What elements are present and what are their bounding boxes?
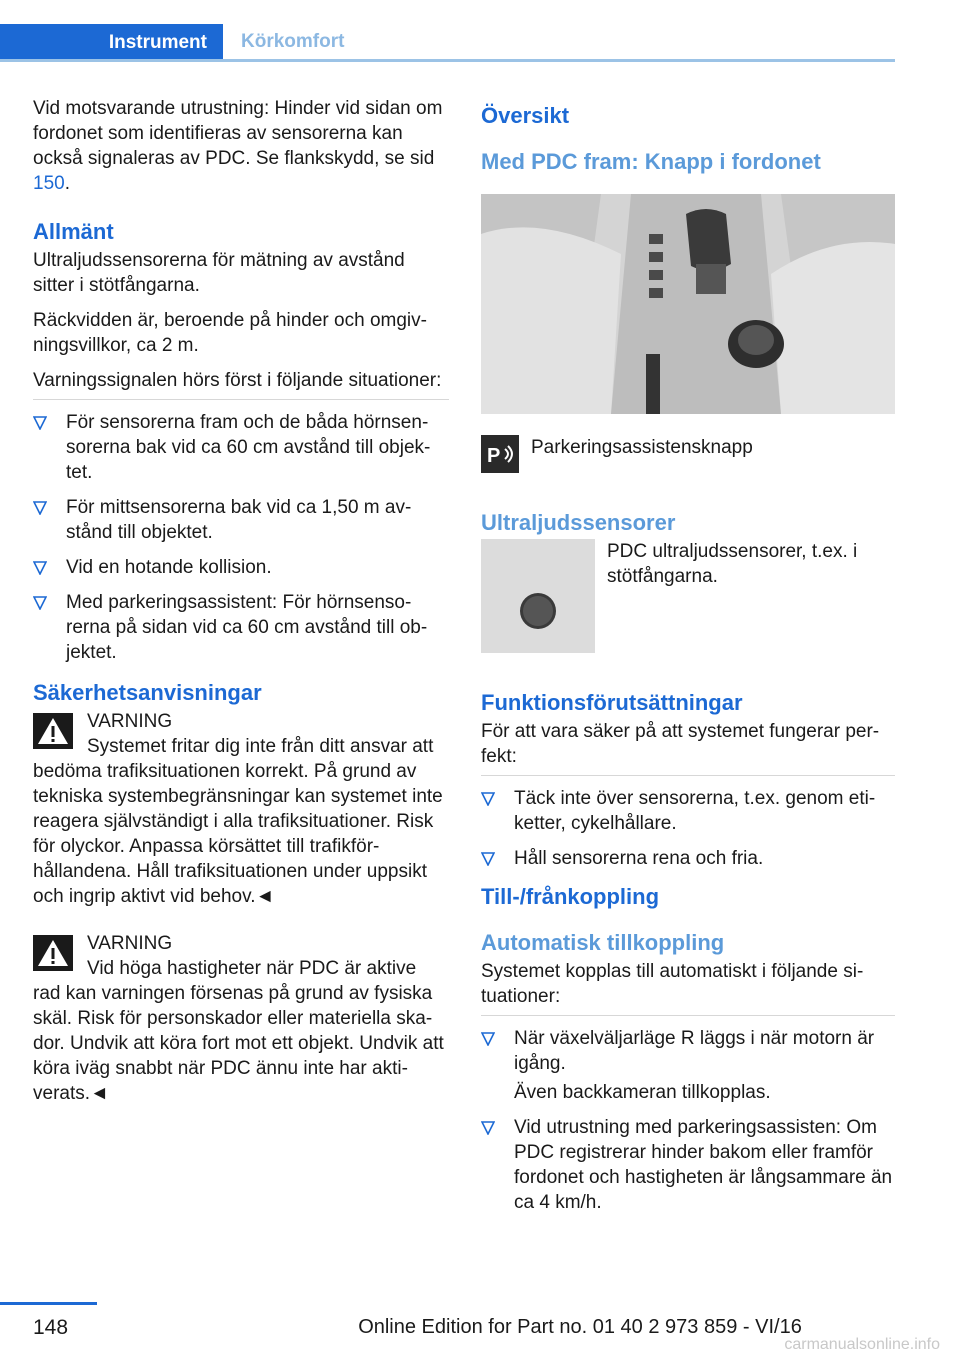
page-link-150[interactable]: 150 <box>33 173 65 194</box>
page-header <box>0 0 895 62</box>
list-item <box>33 555 449 580</box>
warning-body: rad kan varningen försenas på grund av fysiska skäl. Risk för personskador eller materiella skador. Undvik att köra fort mot ett objekt. Undvik att köra iväg snabbt när PDC ännu inte har aktiverats.◄ <box>33 983 444 1104</box>
list-item-text: Med parkeringsassistent: För hörnsensorerna på sidan vid ca 60 cm avstånd till objektet. <box>66 592 428 663</box>
parking-assist-icon <box>481 435 519 473</box>
triangle-bullet-icon <box>481 1121 495 1135</box>
warning-2 <box>33 931 449 981</box>
sensor-row <box>481 539 895 657</box>
list-item <box>33 495 449 545</box>
heading-auto: Automatisk tillkoppling <box>481 930 725 955</box>
allmant-p3: Varningssignalen hörs först i följande situationer: <box>33 370 442 391</box>
edition-text: Online Edition for Part no. 01 40 2 973 859 - VI/16 <box>358 1316 802 1338</box>
center-console-image <box>481 194 895 414</box>
intro-end: . <box>64 173 70 194</box>
conditions-p: För att vara säker på att systemet fungerar perfekt: <box>481 721 880 767</box>
sensor-image <box>481 539 595 653</box>
sensor-text: PDC ultraljudssensorer, t.ex. i stötfångarna. <box>607 541 858 587</box>
warning-title: VARNING <box>87 933 173 954</box>
heading-sensors: Ultraljudssensorer <box>481 510 676 535</box>
list-item-text: För sensorerna fram och de båda hörnsensorerna bak vid ca 60 cm avstånd till objektet. <box>66 412 431 483</box>
warning-lead: Systemet fritar dig inte från ditt ansvar att <box>87 736 434 757</box>
warning-lead: Vid höga hastigheter när PDC är aktive <box>87 958 417 979</box>
heading-pdc-front: Med PDC fram: Knapp i fordonet <box>481 149 821 174</box>
heading-switching: Till-/frånkoppling <box>481 884 660 909</box>
list-item-text: Täck inte över sensorerna, t.ex. genom etiketter, cykelhållare. <box>514 788 876 834</box>
switching-list <box>481 1026 895 1076</box>
footer-rule <box>0 1302 97 1305</box>
left-column <box>33 96 449 1128</box>
divider <box>33 399 449 400</box>
warning-1 <box>33 709 449 759</box>
warning-triangle-icon <box>33 713 73 749</box>
allmant-p1: Ultraljudssensorerna för mätning av avstånd sitter i stötfångarna. <box>33 250 405 296</box>
switching-p: Systemet kopplas till automatiskt i följande situationer: <box>481 961 864 1007</box>
list-item <box>481 1115 895 1215</box>
allmant-p2: Räckvidden är, beroende på hinder och omgivningsvillkor, ca 2 m. <box>33 310 427 356</box>
triangle-bullet-icon <box>33 596 47 610</box>
switching-list-2 <box>481 1115 895 1215</box>
heading-conditions: Funktionsförutsättningar <box>481 690 743 715</box>
divider <box>481 1015 895 1016</box>
conditions-list <box>481 786 895 871</box>
triangle-bullet-icon <box>481 792 495 806</box>
triangle-bullet-icon <box>481 852 495 866</box>
triangle-bullet-icon <box>33 501 47 515</box>
pdc-button-row <box>481 435 895 479</box>
triangle-bullet-icon <box>481 1032 495 1046</box>
tab-instrument[interactable]: Instrument <box>0 24 223 62</box>
warning-triangle-icon <box>33 935 73 971</box>
button-caption: Parkeringsassistensknapp <box>531 437 753 458</box>
list-item <box>481 846 895 871</box>
heading-sakerhet: Säkerhetsanvisningar <box>33 680 262 705</box>
heading-allmant: Allmänt <box>33 219 114 244</box>
divider <box>481 775 895 776</box>
list-item-text: Vid utrustning med parkeringsassisten: Om PDC registrerar hinder bakom eller framför fordonet och hastigheten är långsammare än ca 4 km/h. <box>514 1117 893 1213</box>
page-number: 148 <box>33 1316 69 1339</box>
intro-paragraph <box>33 96 449 196</box>
triangle-bullet-icon <box>33 561 47 575</box>
right-column <box>481 96 895 1225</box>
list-item <box>481 786 895 836</box>
list-item <box>33 590 449 665</box>
warning-body: bedöma trafiksituationen korrekt. På grund av tekniska systembegränsningar kan systemet inte reagera självständigt i alla trafiksituationer. Risk för olyckor. Anpassa körsättet till trafikförhållandena. Håll trafiksituationen under uppsikt och ingrip aktivt vid behov.◄ <box>33 761 443 907</box>
svg-text:P: P <box>487 445 501 467</box>
tab-korkomfort[interactable]: Körkomfort <box>241 30 345 52</box>
heading-oversikt: Översikt <box>481 103 570 128</box>
list-item-text: När växelväljarläge R läggs i när motorn är igång. <box>514 1028 875 1074</box>
list-item <box>481 1026 895 1076</box>
list-item <box>33 410 449 485</box>
list-item-text: Vid en hotande kollision. <box>66 557 272 578</box>
signal-list <box>33 410 449 665</box>
warning-title: VARNING <box>87 711 173 732</box>
header-rule <box>0 59 895 62</box>
list-item-note: Även backkameran tillkopplas. <box>514 1082 771 1103</box>
list-item-text: För mittsensorerna bak vid ca 1,50 m avstånd till objektet. <box>66 497 412 543</box>
triangle-bullet-icon <box>33 416 47 430</box>
intro-text: Vid motsvarande utrustning: Hinder vid sidan om fordonet som identifieras av sensorerna kan också signaleras av PDC. Se flankskydd, se sid <box>33 98 443 169</box>
watermark: carmanualsonline.info <box>784 1336 940 1353</box>
list-item-text: Håll sensorerna rena och fria. <box>514 848 764 869</box>
